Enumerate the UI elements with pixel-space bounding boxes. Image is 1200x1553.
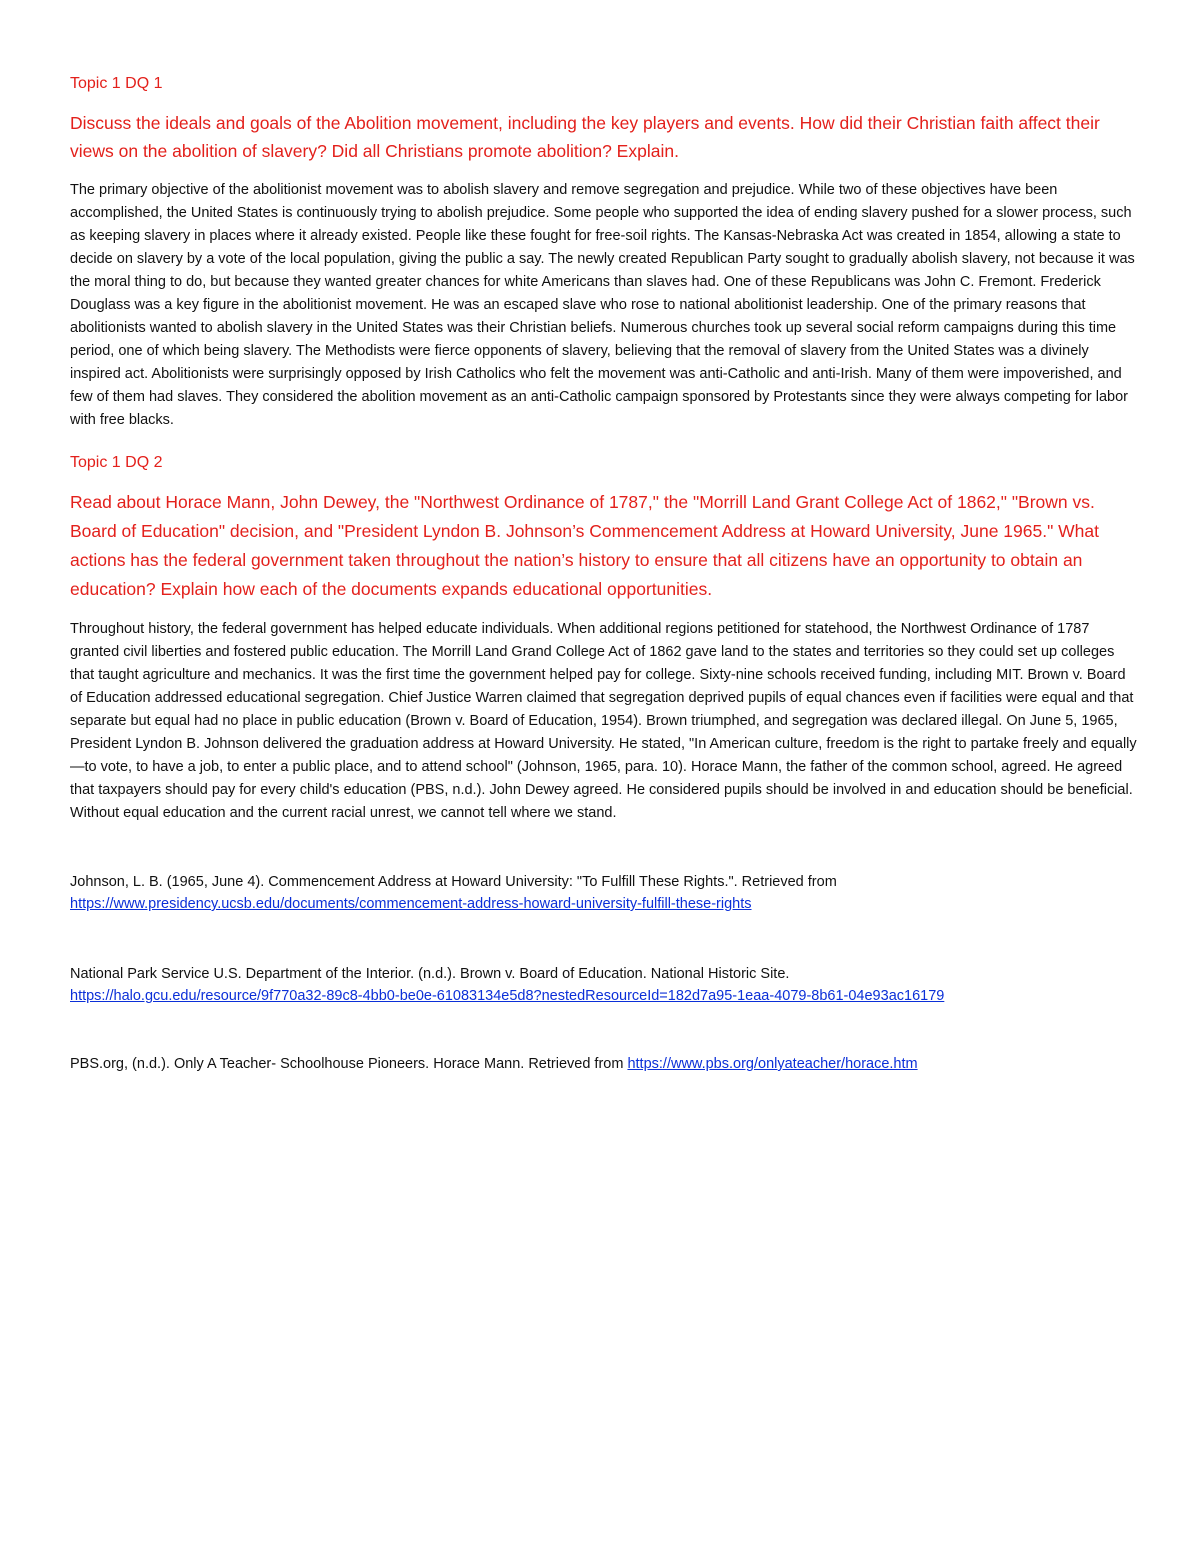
topic-2-heading: Topic 1 DQ 2 xyxy=(70,454,163,471)
topic-1-answer: The primary objective of the abolitionist movement was to abolish slavery and remove segregation and prejudice. While two of these objectives have been accomplished, the United States is continuously trying to abolish prejudice. Some people who supported the idea of ending slavery pushed for a slower process, such as keeping slavery in places where it already existed. People like these fought for free-soil rights. The Kansas-Nebraska Act was created in 1854, allowing a state to decide on slavery by a vote of the local population, giving the public a say. The newly created Republican Party sought to gradually abolish slavery, not because it was the moral thing to do, but because they wanted greater chances for white Americans than slaves had. One of these Republicans was John C. Fremont. Frederick Douglass was a key figure in the abolitionist movement. He was an escaped slave who rose to national abolitionist leadership. One of the primary reasons that abolitionists wanted to abolish slavery in the United States was their Christian beliefs. Numerous churches took up several social reform campaigns during this time period, one of which being slavery. The Methodists were fierce opponents of slavery, believing that the removal of slavery from the United States was a divinely inspired act. Abolitionists were surprisingly opposed by Irish Catholics who felt the movement was anti-Catholic and anti-Irish. Many of them were impoverished, and few of them had slaves. They considered the abolition movement as an anti-Catholic campaign sponsored by Protestants since they were always competing for labor with free blacks. xyxy=(70,182,1135,428)
topic-2-question: Read about Horace Mann, John Dewey, the "Northwest Ordinance of 1787," the "Morrill Land Grant College Act of 1862," "Brown vs. Board of Education" decision, and "President Lyndon B. Johnson’s Commencement Address at Howard University, June 1965." What actions has the federal government taken throughout the nation’s history to ensure that all citizens have an opportunity to obtain an education? Explain how each of the documents expands educational opportunities. xyxy=(70,492,1100,599)
reference-pbs-text: PBS.org, (n.d.). Only A Teacher- Schoolhouse Pioneers. Horace Mann. Retrieved from xyxy=(70,1056,624,1072)
reference-nps-link[interactable]: https://halo.gcu.edu/resource/9f770a32-89c8-4bb0-be0e-61083134e5d8?nestedResourceId=182d7a95-1eaa-4079-8b61-04e93ac16179 xyxy=(70,988,945,1004)
reference-pbs xyxy=(70,1053,1140,1075)
reference-nps xyxy=(70,963,1140,1007)
topic-2-answer: Throughout history, the federal government has helped educate individuals. When additional regions petitioned for statehood, the Northwest Ordinance of 1787 granted civil liberties and fostered public education. The Morrill Land Grand College Act of 1862 gave land to the states and territories so they could set up colleges that taught agriculture and mechanics. It was the first time the government helped pay for college. Sixty-nine schools received funding, including MIT. Brown v. Board of Education addressed educational segregation. Chief Justice Warren claimed that segregation deprived pupils of equal chances even if facilities were equal and that separate but equal had no place in public education (Brown v. Board of Education, 1954). Brown triumphed, and segregation was declared illegal. On June 5, 1965, President Lyndon B. Johnson delivered the graduation address at Howard University. He stated, "In American culture, freedom is the right to partake freely and equally—to vote, to have a job, to enter a public place, and to attend school" (Johnson, 1965, para. 10). Horace Mann, the father of the common school, agreed. He agreed that taxpayers should pay for every child's education (PBS, n.d.). John Dewey agreed. He considered pupils should be involved in and education should be beneficial. Without equal education and the current racial unrest, we cannot tell where we stand. xyxy=(70,621,1137,821)
reference-johnson-text: Johnson, L. B. (1965, June 4). Commencement Address at Howard University: "To Fulfill These Rights.". Retrieved from xyxy=(70,874,837,890)
reference-johnson xyxy=(70,871,1140,915)
reference-pbs-link[interactable]: https://www.pbs.org/onlyateacher/horace.htm xyxy=(627,1056,918,1072)
topic-1-question: Discuss the ideals and goals of the Abolition movement, including the key players and events. How did their Christian faith affect their views on the abolition of slavery? Did all Christians promote abolition? Explain. xyxy=(70,113,1100,161)
topic-1-heading: Topic 1 DQ 1 xyxy=(70,75,163,92)
reference-nps-text: National Park Service U.S. Department of the Interior. (n.d.). Brown v. Board of Education. National Historic Site. xyxy=(70,966,790,982)
reference-johnson-link[interactable]: https://www.presidency.ucsb.edu/documents/commencement-address-howard-university-fulfill-these-rights xyxy=(70,896,752,912)
